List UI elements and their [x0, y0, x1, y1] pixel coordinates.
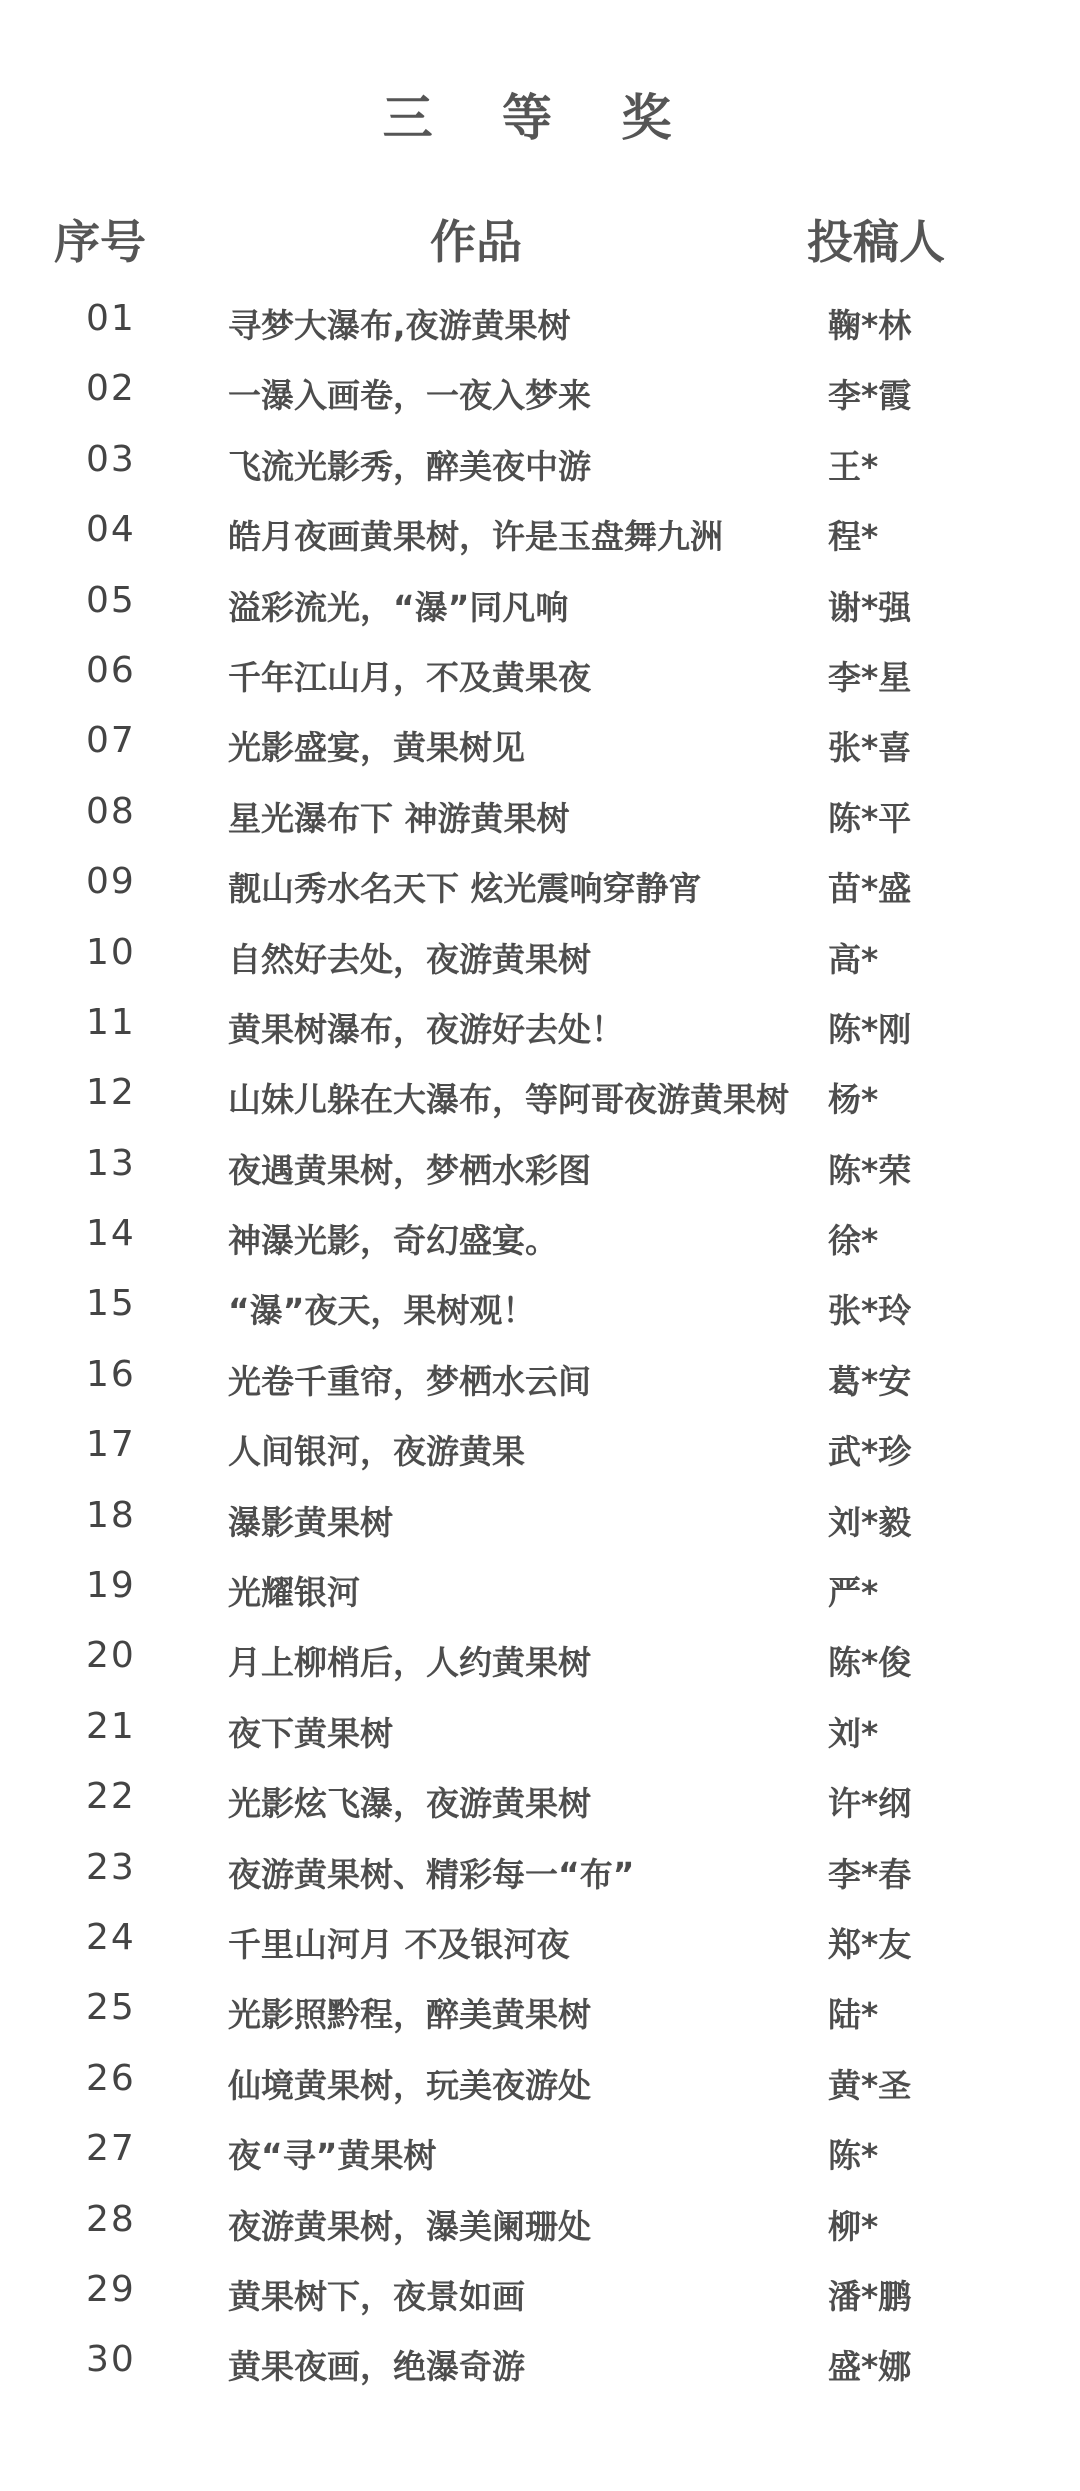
row-seq: 30	[86, 2339, 136, 2381]
row-seq: 25	[86, 1987, 136, 2029]
table-row	[0, 2263, 1080, 2333]
table-row	[0, 785, 1080, 855]
table-row	[0, 855, 1080, 925]
row-author: 张*喜	[828, 728, 912, 768]
row-author: 郑*友	[828, 1924, 912, 1964]
table-row	[0, 996, 1080, 1066]
row-author: 王*	[828, 446, 879, 486]
table-row	[0, 433, 1080, 503]
table-row	[0, 1911, 1080, 1981]
table-row	[0, 1137, 1080, 1207]
row-author: 苗*盛	[828, 869, 912, 909]
row-work: 千年江山月，不及黄果夜	[228, 657, 591, 697]
row-seq: 18	[86, 1494, 136, 1536]
row-work: 黄果夜画，绝瀑奇游	[228, 2347, 525, 2387]
table-row	[0, 2052, 1080, 2122]
row-author: 程*	[828, 517, 879, 557]
row-seq: 16	[86, 1353, 136, 1395]
row-work: 夜遇黄果树，梦栖水彩图	[228, 1150, 591, 1190]
row-author: 严*	[828, 1573, 879, 1613]
table-row	[0, 2333, 1080, 2403]
row-author: 刘*	[828, 1713, 879, 1753]
row-author: 潘*鹏	[828, 2276, 912, 2316]
table-row	[0, 1981, 1080, 2051]
row-work: 光卷千重帘，梦栖水云间	[228, 1361, 591, 1401]
header-author: 投稿人	[807, 215, 945, 269]
row-seq: 23	[86, 1846, 136, 1888]
row-work: 夜下黄果树	[228, 1713, 393, 1753]
table-row	[0, 1559, 1080, 1629]
header-work: 作品	[430, 215, 522, 269]
row-seq: 26	[86, 2057, 136, 2099]
row-work: 黄果树下，夜景如画	[228, 2276, 525, 2316]
row-author: 张*玲	[828, 1291, 912, 1331]
row-author: 陈*荣	[828, 1150, 912, 1190]
row-work: 寻梦大瀑布,夜游黄果树	[228, 306, 571, 345]
row-work: 光耀银河	[228, 1573, 360, 1613]
row-author: 陈*平	[828, 798, 912, 838]
row-author: 柳*	[828, 2206, 879, 2246]
row-seq: 24	[86, 1916, 136, 1958]
table-row	[0, 1277, 1080, 1347]
row-author: 陈*	[828, 2136, 879, 2176]
row-work: 光影照黔程，醉美黄果树	[228, 1995, 591, 2035]
row-seq: 08	[86, 790, 136, 832]
row-seq: 10	[86, 931, 136, 973]
row-author: 许*纲	[828, 1784, 912, 1824]
row-author: 李*星	[828, 657, 912, 697]
row-author: 陈*刚	[828, 1009, 912, 1049]
row-work: 夜游黄果树，瀑美阑珊处	[228, 2206, 591, 2246]
row-seq: 22	[86, 1776, 136, 1818]
row-author: 盛*娜	[828, 2347, 912, 2387]
table-row	[0, 714, 1080, 784]
row-author: 高*	[828, 939, 879, 979]
row-work: 月上柳梢后，人约黄果树	[228, 1643, 591, 1683]
row-work: 光影炫飞瀑，夜游黄果树	[228, 1784, 591, 1824]
row-author: 李*霞	[828, 376, 912, 416]
row-work: 黄果树瀑布，夜游好去处！	[228, 1009, 624, 1049]
row-author: 陆*	[828, 1995, 879, 2035]
row-seq: 02	[86, 368, 136, 410]
row-seq: 06	[86, 649, 136, 691]
row-work: 千里山河月 不及银河夜	[228, 1924, 570, 1964]
table-row	[0, 1770, 1080, 1840]
row-author: 黄*圣	[828, 2065, 912, 2105]
row-author: 徐*	[828, 1221, 879, 1261]
row-seq: 27	[86, 2128, 136, 2170]
row-seq: 09	[86, 861, 136, 903]
table-header	[0, 206, 1080, 276]
row-work: “瀑”夜天，果树观！	[228, 1291, 536, 1331]
row-seq: 14	[86, 1213, 136, 1255]
row-author: 武*珍	[828, 1432, 912, 1472]
row-work: 一瀑入画卷，一夜入梦来	[228, 376, 591, 416]
table-row	[0, 2122, 1080, 2192]
row-author: 李*春	[828, 1854, 912, 1894]
header-seq: 序号	[54, 215, 146, 269]
row-seq: 13	[86, 1142, 136, 1184]
table-row	[0, 1418, 1080, 1488]
table-row	[0, 574, 1080, 644]
table-row	[0, 1348, 1080, 1418]
row-seq: 21	[86, 1705, 136, 1747]
table-row	[0, 644, 1080, 714]
row-seq: 15	[86, 1283, 136, 1325]
table-row	[0, 362, 1080, 432]
table-row	[0, 1207, 1080, 1277]
table-row	[0, 1700, 1080, 1770]
row-author: 葛*安	[828, 1361, 912, 1401]
table-row	[0, 926, 1080, 996]
row-work: 仙境黄果树，玩美夜游处	[228, 2065, 591, 2105]
row-work: 自然好去处，夜游黄果树	[228, 939, 591, 979]
table-row	[0, 1066, 1080, 1136]
row-author: 杨*	[828, 1080, 879, 1120]
row-seq: 19	[86, 1565, 136, 1607]
row-seq: 07	[86, 720, 136, 762]
row-seq: 03	[86, 438, 136, 480]
table-row	[0, 1489, 1080, 1559]
row-seq: 20	[86, 1635, 136, 1677]
row-work: 靓山秀水名天下 炫光震响穿静宵	[228, 869, 702, 909]
row-work: 夜“寻”黄果树	[228, 2136, 437, 2176]
row-work: 溢彩流光，“瀑”同凡响	[228, 587, 569, 627]
row-work: 飞流光影秀，醉美夜中游	[228, 446, 591, 486]
row-seq: 05	[86, 579, 136, 621]
table-row	[0, 292, 1080, 362]
row-work: 皓月夜画黄果树，许是玉盘舞九洲	[228, 517, 723, 557]
row-seq: 17	[86, 1424, 136, 1466]
table-row	[0, 503, 1080, 573]
row-work: 夜游黄果树、精彩每一“布”	[228, 1854, 635, 1894]
table-row	[0, 1629, 1080, 1699]
row-work: 光影盛宴，黄果树见	[228, 728, 525, 768]
row-author: 鞠*林	[828, 306, 912, 345]
winners-list	[0, 292, 1080, 2404]
row-work: 神瀑光影，奇幻盛宴。	[228, 1221, 558, 1261]
row-work: 星光瀑布下 神游黄果树	[228, 798, 570, 838]
row-work: 人间银河，夜游黄果	[228, 1432, 525, 1472]
row-seq: 11	[86, 1001, 136, 1043]
row-seq: 29	[86, 2268, 136, 2310]
row-work: 山妹儿躲在大瀑布，等阿哥夜游黄果树	[228, 1080, 789, 1120]
row-seq: 04	[86, 509, 136, 551]
row-seq: 01	[86, 298, 136, 339]
row-author: 陈*俊	[828, 1643, 912, 1683]
row-author: 谢*强	[828, 587, 912, 627]
row-seq: 12	[86, 1072, 136, 1114]
row-seq: 28	[86, 2198, 136, 2240]
table-row	[0, 1841, 1080, 1911]
table-row	[0, 2193, 1080, 2263]
page-title: 三 等 奖	[382, 89, 698, 147]
row-work: 瀑影黄果树	[228, 1502, 393, 1542]
row-author: 刘*毅	[828, 1502, 912, 1542]
